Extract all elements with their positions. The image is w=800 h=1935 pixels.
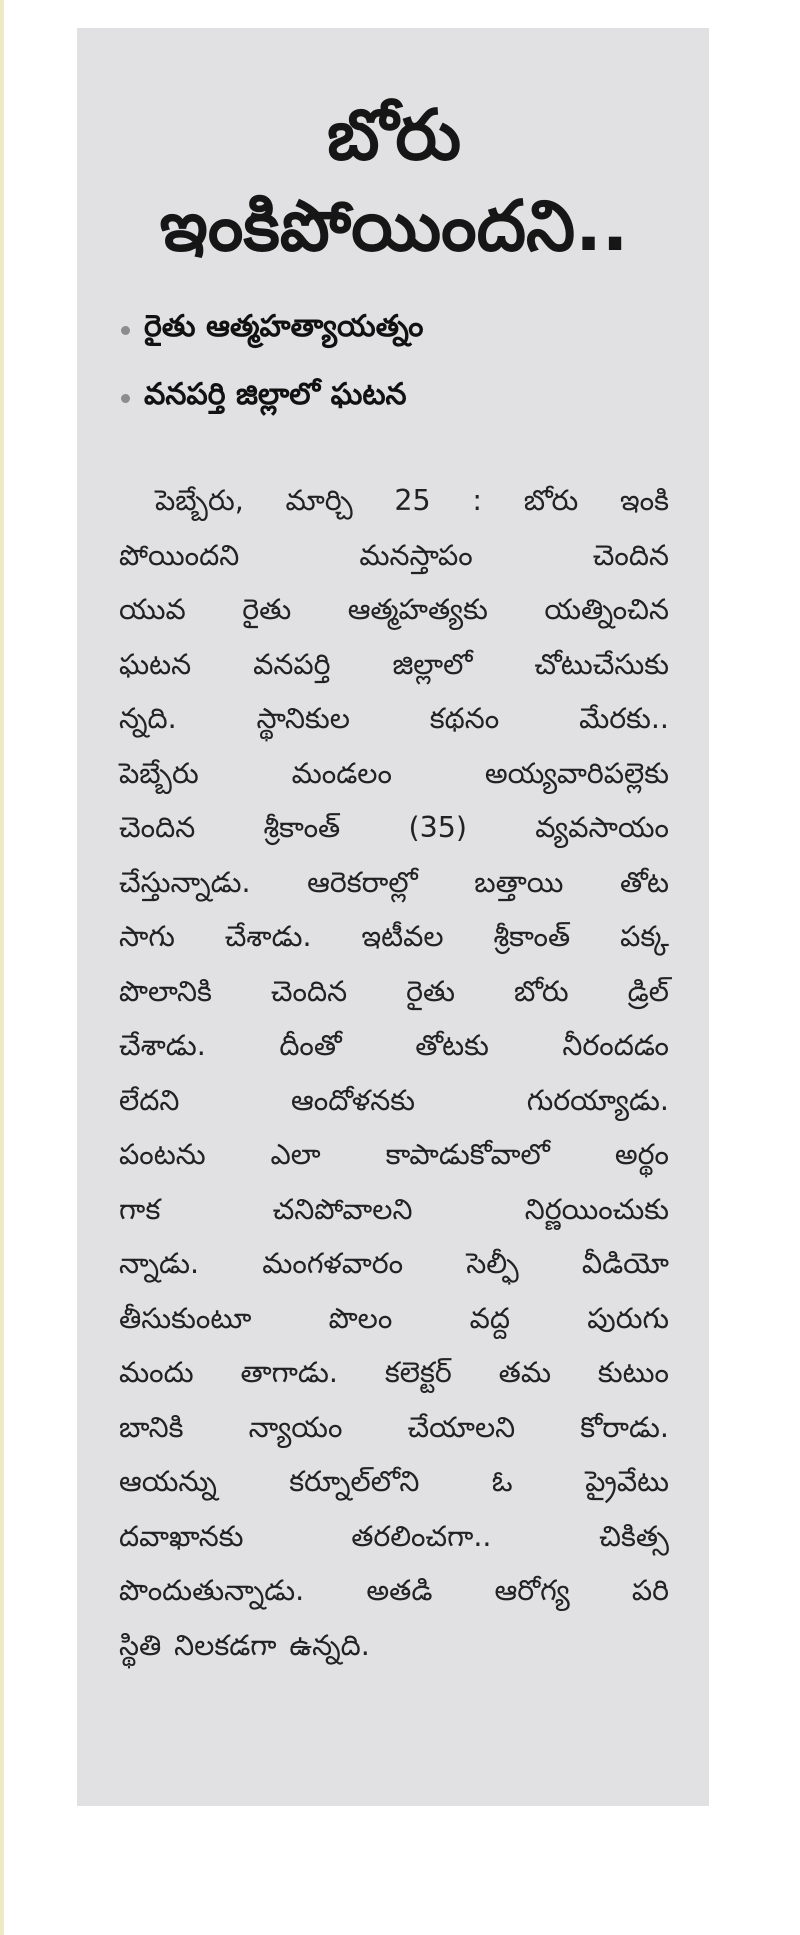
- article-word: బోరు: [523, 484, 579, 517]
- article-word: కథనం: [429, 702, 500, 735]
- bullet-list: [119, 296, 669, 432]
- article-word: మండలం: [291, 756, 392, 790]
- article-word: బత్తాయి: [474, 865, 564, 899]
- article-word: చెందిన: [119, 811, 196, 844]
- article-word: ప్రైవేటు: [585, 1465, 669, 1498]
- article-body-line: [119, 1074, 669, 1129]
- article-word: న్నది.: [119, 702, 177, 735]
- article-word: బానికి: [119, 1410, 184, 1444]
- article-body-line: [119, 1237, 669, 1292]
- article-word: ఘటన: [119, 647, 192, 681]
- article-word: చోటుచేసుకు: [534, 647, 669, 681]
- article-word: సాగు: [119, 920, 175, 953]
- article-body-line: [119, 1128, 669, 1183]
- news-clipping: [77, 28, 709, 1806]
- bullet-item: [121, 296, 669, 364]
- bullet-dot-icon: [121, 394, 130, 403]
- article-word: చెందిన: [270, 974, 348, 1008]
- article-word: ఎలా: [270, 1138, 321, 1171]
- article-body-line: [119, 529, 669, 584]
- article-word: కాపాడుకోవాలో: [385, 1138, 550, 1171]
- article-word: లేదని: [119, 1083, 180, 1117]
- article-word: పంటను: [119, 1138, 206, 1171]
- bullet-item: [121, 364, 669, 432]
- article-word: మేరకు..: [579, 702, 669, 735]
- headline-line-2: ఇంకిపోయిందని..: [159, 185, 629, 267]
- bullet-dot-icon: [121, 326, 130, 335]
- article-word: చేశాడు.: [119, 1029, 206, 1062]
- article-word: తరలించగా..: [351, 1519, 492, 1553]
- article-word: మనస్తాపం: [359, 538, 473, 572]
- article-body-line: [119, 1619, 669, 1674]
- article-word: యువ: [119, 593, 186, 626]
- article-body-line: [119, 583, 669, 638]
- article-word: రైతు: [406, 974, 456, 1008]
- article-word: చేస్తున్నాడు.: [119, 865, 251, 899]
- article-body-line: [119, 747, 669, 802]
- article-word: దవాఖానకు: [119, 1519, 244, 1553]
- article-word: చెందిన: [592, 538, 669, 572]
- article-word: ఇంకి: [620, 484, 669, 517]
- article-word: మందు: [119, 1356, 194, 1389]
- article-body-line: [119, 856, 669, 911]
- article-word: డ్రిల్: [627, 974, 669, 1008]
- article-word: ఉన్నది.: [289, 1628, 370, 1662]
- article-word: పోయిందని: [119, 538, 240, 572]
- article-word: తాగాడు.: [240, 1356, 338, 1389]
- article-word: ఆయన్ను: [119, 1465, 217, 1498]
- article-word: న్యాయం: [248, 1410, 343, 1444]
- article-word: వద్ద: [469, 1301, 511, 1335]
- article-body-line: [119, 1564, 669, 1619]
- article-word: ఇటీవల: [361, 920, 444, 953]
- article-word: అర్థం: [614, 1138, 669, 1171]
- article-body-line: [119, 1019, 669, 1074]
- article-word: గురయ్యాడు.: [526, 1083, 669, 1117]
- article-body: [119, 474, 669, 1673]
- bullet-text: రైతు ఆత్మహత్యాయత్నం: [144, 309, 424, 344]
- article-word: వనపర్తి: [253, 647, 331, 681]
- article-word: పొలం: [328, 1301, 393, 1335]
- article-word: మార్చి: [285, 484, 353, 517]
- article-word: ఆరోగ్య: [494, 1574, 570, 1607]
- article-word: పొలానికి: [119, 974, 212, 1008]
- article-body-line: [119, 692, 669, 747]
- article-word: అతడి: [366, 1574, 433, 1607]
- article-word: కర్నూల్‌లోని: [289, 1465, 420, 1498]
- article-word: రైతు: [242, 593, 292, 626]
- article-word: తోటకు: [415, 1029, 489, 1062]
- article-word: చికిత్స: [599, 1519, 669, 1553]
- article-word: శ్రీకాంత్: [263, 811, 341, 844]
- article-body-line: [119, 910, 669, 965]
- article-body-line: [119, 1183, 669, 1238]
- article-body-line: [119, 801, 669, 856]
- article-word: పొందుతున్నాడు.: [119, 1574, 305, 1607]
- article-word: ఆందోళనకు: [291, 1083, 416, 1117]
- article-word: పెబ్బేరు: [119, 756, 199, 790]
- article-word: అయ్యవారిపల్లెకు: [484, 756, 669, 790]
- article-word: చేయాలని: [407, 1410, 516, 1444]
- bullet-text: వనపర్తి జిల్లాలో ఘటన: [144, 377, 407, 412]
- article-body-line: [119, 1401, 669, 1456]
- article-word: వీడియో: [581, 1247, 669, 1280]
- article-word: బోరు: [514, 974, 569, 1008]
- article-word: ఓ: [491, 1465, 513, 1498]
- article-body-line: [119, 1455, 669, 1510]
- article-word: వ్యవసాయం: [535, 811, 669, 844]
- article-word: యత్నించిన: [544, 593, 669, 626]
- article-word: చేశాడు.: [224, 920, 312, 953]
- headline: [119, 90, 669, 272]
- article-word: నిలకడగా: [174, 1628, 277, 1662]
- article-word: కుటుం: [597, 1356, 669, 1389]
- article-body-line: [119, 1510, 669, 1565]
- article-word: కలెక్టర్: [384, 1356, 452, 1389]
- article-word: పరి: [631, 1574, 669, 1607]
- article-word: జిల్లాలో: [392, 647, 473, 681]
- article-body-line: [119, 965, 669, 1020]
- article-word: స్థానికుల: [256, 702, 350, 735]
- article-word: ఆరెకరాల్లో: [307, 865, 418, 899]
- article-word: పురుగు: [587, 1301, 669, 1335]
- article-body-line: [119, 1346, 669, 1401]
- article-word: ఆత్మహత్యకు: [347, 593, 488, 626]
- article-word: దీంతో: [279, 1029, 342, 1062]
- headline-line-1: బోరు: [326, 94, 462, 176]
- article-word: 25: [394, 484, 431, 517]
- article-word: కోరాడు.: [580, 1410, 669, 1444]
- article-word: నీరందడం: [562, 1029, 669, 1062]
- article-word: తోట: [620, 865, 669, 899]
- article-body-line: [119, 1292, 669, 1347]
- article-word: శ్రీకాంత్: [493, 920, 571, 953]
- article-word: మంగళవారం: [262, 1247, 404, 1280]
- article-word: గాక: [119, 1192, 161, 1226]
- article-word: తమ: [498, 1356, 551, 1389]
- article-word: చనిపోవాలని: [272, 1192, 413, 1226]
- article-word: పెబ్బేరు,: [155, 484, 244, 517]
- article-word: స్థితి: [119, 1628, 162, 1662]
- article-word: నిర్ణయించుకు: [524, 1192, 669, 1226]
- article-word: :: [472, 484, 482, 517]
- article-word: తీసుకుంటూ: [119, 1301, 252, 1335]
- article-word: న్నాడు.: [119, 1247, 200, 1280]
- article-body-line: [119, 638, 669, 693]
- page-edge-strip: [0, 0, 4, 1935]
- article-word: (35): [408, 811, 467, 844]
- article-body-line: [119, 474, 669, 529]
- article-word: సెల్ఫీ: [466, 1247, 519, 1280]
- article-word: పక్క: [620, 920, 669, 953]
